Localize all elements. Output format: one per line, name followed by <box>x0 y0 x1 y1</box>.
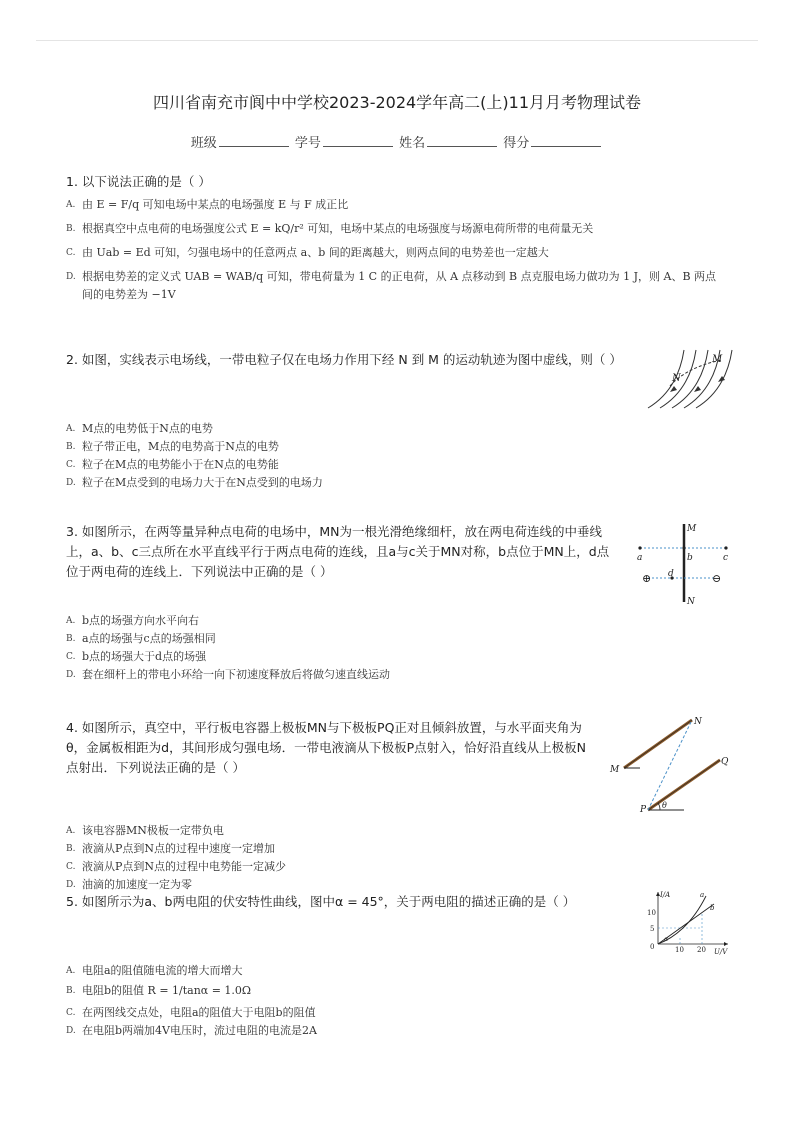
label-a: a <box>637 553 643 563</box>
question-2 <box>66 350 626 370</box>
label-alpha: α <box>664 936 669 943</box>
label-a: a <box>700 891 705 899</box>
label-b: b <box>710 904 715 912</box>
label-n: N <box>672 373 681 384</box>
question-2-option-a[interactable]: A. M点的电势低于N点的电势 <box>66 422 213 435</box>
y-tick-5: 5 <box>650 925 655 933</box>
x-axis-arrow-icon <box>724 942 728 946</box>
x-tick-20: 20 <box>697 946 706 954</box>
field-number-label: 学号 <box>294 136 321 151</box>
arrow-icon <box>694 386 701 392</box>
label-d: d <box>668 569 674 579</box>
question-3-option-d[interactable]: D. 套在细杆上的带电小环给一向下初速度释放后将做匀速直线运动 <box>66 668 390 681</box>
top-divider <box>36 40 758 41</box>
question-4-option-c[interactable]: C. 液滴从P点到N点的过程中电势能一定减少 <box>66 860 287 873</box>
question-1-option-c[interactable]: C. 由 Uab = Ed 可知，匀强电场中的任意两点 a、b 间的距离越大，则两点间的电势差也一定越大 <box>66 246 549 259</box>
student-info-line <box>0 132 794 151</box>
label-m: M <box>687 524 697 534</box>
point-b <box>682 546 685 549</box>
question-3-charges-figure <box>632 520 732 606</box>
label-m: M <box>712 354 723 365</box>
positive-charge-icon: ⊕ <box>642 572 652 585</box>
question-1-option-a[interactable]: A. 由 E = F/q 可知电场中某点的电场强度 E 与 F 成正比 <box>66 198 349 211</box>
field-name-blank[interactable] <box>427 134 497 147</box>
question-4-option-b[interactable]: B. 液滴从P点到N点的过程中速度一定增加 <box>66 842 276 855</box>
field-class-blank[interactable] <box>219 134 289 147</box>
question-2-options <box>66 420 726 492</box>
label-n: N <box>694 717 702 727</box>
field-class-label: 班级 <box>190 136 217 151</box>
question-2-field-line-figure <box>640 346 740 410</box>
question-2-stem: 2. 如图，实线表示电场线，一带电粒子仅在电场力作用下经 N 到 M 的运动轨迹为图中虚线，则（ ） <box>66 352 622 367</box>
label-b: b <box>687 553 693 563</box>
origin-label: 0 <box>650 943 655 951</box>
question-5-options <box>66 962 726 1040</box>
question-1 <box>66 172 726 304</box>
page-title: 四川省南充市阆中中学校2023-2024学年高二(上)11月月考物理试卷 <box>152 93 642 112</box>
question-1-option-d[interactable]: D. 根据电势差的定义式 UAB = WAB/q 可知，带电荷量为 1 C 的正电荷，从 A 点移动到 B 点克服电场力做功为 1 J，则 A、B 两点间的电势差为 −1V <box>66 270 717 301</box>
question-3-option-c[interactable]: C. b点的场强大于d点的场强 <box>66 650 207 663</box>
y-axis-label: I/A <box>660 891 671 899</box>
question-4-stem: 4. 如图所示，真空中，平行板电容器上极板MN与下极板PQ正对且倾斜放置，与水平面夹角为θ，金属板相距为d，其间形成匀强电场．一带电液滴从下极板P点射入，恰好沿直线从上极板N点射出．下列说法正确的是（ ） <box>66 720 586 775</box>
label-c: c <box>723 553 729 563</box>
arrow-icon <box>670 386 677 392</box>
label-p: P <box>640 805 647 814</box>
point-a <box>638 546 641 549</box>
question-5 <box>66 892 606 912</box>
question-4-option-a[interactable]: A. 该电容器MN极板一定带负电 <box>66 824 224 837</box>
question-5-option-b[interactable]: B. 电阻b的阻值 R = 1/tanα = 1.0Ω <box>66 984 252 997</box>
question-1-option-b[interactable]: B. 根据真空中点电荷的电场强度公式 E = kQ/r² 可知，电场中某点的电场强度与场源电荷所带的电荷量无关 <box>66 222 594 235</box>
point-c <box>724 546 727 549</box>
field-score-blank[interactable] <box>531 134 601 147</box>
question-5-iv-graph <box>644 888 732 956</box>
label-q: Q <box>721 757 729 767</box>
angle-arc <box>658 803 660 810</box>
question-2-option-b[interactable]: B. 粒子带正电，M点的电势高于N点的电势 <box>66 440 279 453</box>
question-3-option-a[interactable]: A. b点的场强方向水平向右 <box>66 614 200 627</box>
negative-charge-icon: ⊖ <box>712 572 722 585</box>
question-5-stem: 5. 如图所示为a、b两电阻的伏安特性曲线，图中α = 45°，关于两电阻的描述正确的是（ ） <box>66 894 576 909</box>
question-3-options <box>66 612 726 684</box>
question-4-capacitor-figure <box>608 714 732 814</box>
x-axis-label: U/V <box>714 948 728 956</box>
question-5-option-a[interactable]: A. 电阻a的阻值随电流的增大而增大 <box>66 964 243 977</box>
question-2-option-c[interactable]: C. 粒子在M点的电势能小于在N点的电势能 <box>66 458 279 471</box>
field-name-label: 姓名 <box>399 136 426 151</box>
question-4-options <box>66 822 726 894</box>
label-m: M <box>610 765 620 775</box>
label-n: N <box>687 597 695 606</box>
question-4-option-d[interactable]: D. 油滴的加速度一定为零 <box>66 878 192 891</box>
question-2-option-d[interactable]: D. 粒子在M点受到的电场力大于在N点受到的电场力 <box>66 476 323 489</box>
field-number-blank[interactable] <box>323 134 393 147</box>
label-theta: θ <box>662 801 667 810</box>
question-4 <box>66 718 596 778</box>
question-5-option-d[interactable]: D. 在电阻b两端加4V电压时，流过电阻的电流是2A <box>66 1024 317 1037</box>
question-3-option-b[interactable]: B. a点的场强与c点的场强相同 <box>66 632 216 645</box>
field-score-label: 得分 <box>503 136 530 151</box>
y-tick-10: 10 <box>647 909 656 917</box>
x-tick-10: 10 <box>675 946 684 954</box>
question-1-stem: 1. 以下说法正确的是（ ） <box>66 174 211 189</box>
question-3-stem: 3. 如图所示，在两等量异种点电荷的电场中，MN为一根光滑绝缘细杆，放在两电荷连线的中垂线上，a、b、c三点所在水平直线平行于两点电荷的连线，且a与c关于MN对称，b点位于MN上，d点位于两电荷的连线上．下列说法中正确的是（ ） <box>66 524 610 579</box>
question-3 <box>66 522 621 582</box>
question-5-option-c[interactable]: C. 在两图线交点处，电阻a的阻值大于电阻b的阻值 <box>66 1006 316 1019</box>
